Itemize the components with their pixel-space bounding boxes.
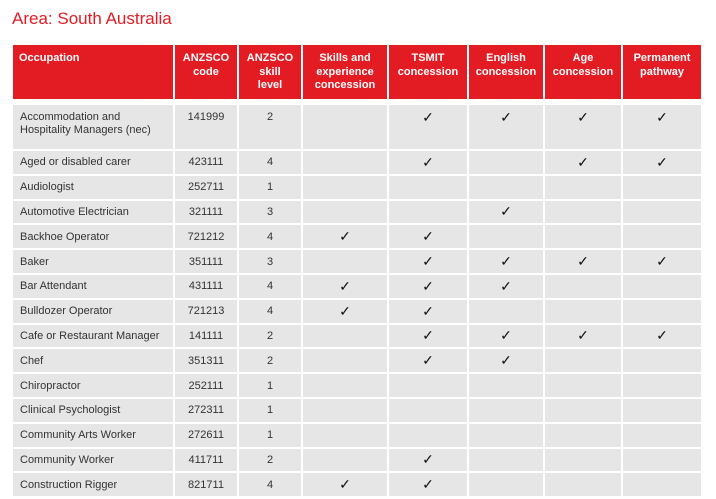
- cell-age-concession: ✓: [545, 325, 621, 348]
- cell-age-concession: [545, 399, 621, 422]
- cell-occupation: Construction Rigger: [13, 473, 173, 496]
- table-row: [13, 473, 701, 496]
- cell-english-concession: [469, 399, 543, 422]
- header-line: concession: [552, 65, 614, 78]
- cell-skills-concession: [303, 399, 387, 422]
- cell-english-concession: [469, 424, 543, 447]
- cell-anzsco-code: 423111: [175, 151, 237, 174]
- cell-permanent-pathway: [623, 349, 701, 372]
- cell-occupation: Automotive Electrician: [13, 201, 173, 224]
- cell-permanent-pathway: [623, 201, 701, 224]
- cell-occupation: Clinical Psychologist: [13, 399, 173, 422]
- cell-english-concession: ✓: [469, 349, 543, 372]
- cell-age-concession: [545, 473, 621, 496]
- cell-anzsco-code: 252111: [175, 374, 237, 397]
- table-row: [13, 325, 701, 348]
- cell-occupation: Aged or disabled carer: [13, 151, 173, 174]
- cell-permanent-pathway: [623, 275, 701, 298]
- header-line: Skills and: [319, 52, 371, 64]
- header-occupation: Occupation: [13, 45, 173, 99]
- cell-anzsco-code: 411711: [175, 449, 237, 472]
- cell-skills-concession: [303, 201, 387, 224]
- cell-anzsco-code: 721212: [175, 225, 237, 248]
- cell-skills-concession: [303, 151, 387, 174]
- table-row: [13, 105, 701, 149]
- cell-permanent-pathway: [623, 473, 701, 496]
- table-row: [13, 275, 701, 298]
- cell-tsmit-concession: ✓: [389, 151, 467, 174]
- cell-anzsco-code: 272611: [175, 424, 237, 447]
- table-row: [13, 176, 701, 199]
- cell-skill-level: 1: [239, 374, 301, 397]
- header-line: concession: [397, 65, 459, 78]
- header-line: ANZSCO: [182, 52, 230, 64]
- cell-skill-level: 4: [239, 300, 301, 323]
- cell-skill-level: 2: [239, 105, 301, 149]
- cell-anzsco-code: 721213: [175, 300, 237, 323]
- cell-tsmit-concession: ✓: [389, 325, 467, 348]
- cell-permanent-pathway: ✓: [623, 325, 701, 348]
- cell-skill-level: 2: [239, 449, 301, 472]
- cell-permanent-pathway: [623, 176, 701, 199]
- cell-english-concession: [469, 374, 543, 397]
- cell-tsmit-concession: [389, 176, 467, 199]
- cell-permanent-pathway: ✓: [623, 151, 701, 174]
- cell-anzsco-code: 252711: [175, 176, 237, 199]
- cell-skills-concession: ✓: [303, 275, 387, 298]
- table-row: [13, 349, 701, 372]
- table-row: [13, 424, 701, 447]
- table-row: [13, 250, 701, 273]
- cell-tsmit-concession: ✓: [389, 473, 467, 496]
- cell-anzsco-code: 141999: [175, 105, 237, 149]
- cell-english-concession: [469, 449, 543, 472]
- cell-english-concession: [469, 300, 543, 323]
- cell-age-concession: ✓: [545, 250, 621, 273]
- cell-skills-concession: ✓: [303, 225, 387, 248]
- header-age: [545, 45, 621, 99]
- header-gap: [13, 101, 701, 103]
- cell-skill-level: 4: [239, 151, 301, 174]
- cell-tsmit-concession: ✓: [389, 250, 467, 273]
- header-line: English: [486, 52, 526, 64]
- cell-occupation: Community Worker: [13, 449, 173, 472]
- header-skills-experience: [303, 45, 387, 99]
- cell-skill-level: 3: [239, 250, 301, 273]
- cell-english-concession: [469, 151, 543, 174]
- cell-skill-level: 4: [239, 473, 301, 496]
- cell-tsmit-concession: [389, 399, 467, 422]
- table-row: [13, 300, 701, 323]
- cell-tsmit-concession: ✓: [389, 300, 467, 323]
- cell-age-concession: ✓: [545, 151, 621, 174]
- header-line: Permanent: [633, 52, 691, 64]
- cell-skills-concession: [303, 325, 387, 348]
- table-row: [13, 374, 701, 397]
- cell-tsmit-concession: ✓: [389, 449, 467, 472]
- table-row: [13, 201, 701, 224]
- cell-skill-level: 1: [239, 424, 301, 447]
- cell-permanent-pathway: ✓: [623, 105, 701, 149]
- cell-skill-level: 3: [239, 201, 301, 224]
- cell-skill-level: 4: [239, 225, 301, 248]
- header-line: concession: [475, 65, 537, 78]
- cell-skill-level: 2: [239, 349, 301, 372]
- cell-age-concession: [545, 374, 621, 397]
- area-title: Area: South Australia: [12, 9, 172, 28]
- cell-age-concession: [545, 176, 621, 199]
- cell-permanent-pathway: [623, 225, 701, 248]
- table-row: [13, 399, 701, 422]
- cell-english-concession: [469, 225, 543, 248]
- cell-permanent-pathway: ✓: [623, 250, 701, 273]
- table-row: [13, 449, 701, 472]
- cell-age-concession: [545, 424, 621, 447]
- header-row: [13, 45, 701, 99]
- header-anzsco-code: [175, 45, 237, 99]
- cell-skills-concession: [303, 374, 387, 397]
- cell-english-concession: ✓: [469, 250, 543, 273]
- cell-age-concession: [545, 349, 621, 372]
- header-tsmit: [389, 45, 467, 99]
- cell-permanent-pathway: [623, 374, 701, 397]
- header-line: skill: [259, 65, 281, 78]
- cell-english-concession: ✓: [469, 105, 543, 149]
- table-row: [13, 151, 701, 174]
- header-anzsco-skill-level: [239, 45, 301, 99]
- cell-skills-concession: [303, 105, 387, 149]
- cell-english-concession: ✓: [469, 325, 543, 348]
- cell-anzsco-code: 141111: [175, 325, 237, 348]
- cell-age-concession: [545, 275, 621, 298]
- header-line: pathway: [639, 65, 684, 78]
- cell-tsmit-concession: ✓: [389, 225, 467, 248]
- cell-occupation: Community Arts Worker: [13, 424, 173, 447]
- header-line: TSMIT: [411, 52, 445, 64]
- cell-tsmit-concession: ✓: [389, 349, 467, 372]
- table-row: [13, 225, 701, 248]
- cell-tsmit-concession: [389, 424, 467, 447]
- cell-occupation: Backhoe Operator: [13, 225, 173, 248]
- cell-age-concession: [545, 449, 621, 472]
- cell-anzsco-code: 431111: [175, 275, 237, 298]
- cell-skill-level: 1: [239, 399, 301, 422]
- cell-anzsco-code: 321111: [175, 201, 237, 224]
- cell-permanent-pathway: [623, 449, 701, 472]
- cell-occupation: Cafe or Restaurant Manager: [13, 325, 173, 348]
- cell-anzsco-code: 272311: [175, 399, 237, 422]
- header-line: code: [193, 65, 219, 78]
- cell-english-concession: ✓: [469, 201, 543, 224]
- cell-skills-concession: [303, 424, 387, 447]
- cell-occupation: Chiropractor: [13, 374, 173, 397]
- cell-skills-concession: [303, 349, 387, 372]
- cell-tsmit-concession: [389, 374, 467, 397]
- cell-anzsco-code: 351311: [175, 349, 237, 372]
- cell-skill-level: 1: [239, 176, 301, 199]
- header-line: experience: [316, 65, 374, 78]
- cell-age-concession: [545, 300, 621, 323]
- header-permanent: [623, 45, 701, 99]
- header-line: Age: [572, 52, 594, 64]
- header-line: level: [257, 79, 283, 91]
- cell-permanent-pathway: [623, 399, 701, 422]
- cell-tsmit-concession: ✓: [389, 275, 467, 298]
- cell-anzsco-code: 351111: [175, 250, 237, 273]
- cell-age-concession: [545, 225, 621, 248]
- header-english: [469, 45, 543, 99]
- cell-english-concession: ✓: [469, 275, 543, 298]
- cell-tsmit-concession: [389, 201, 467, 224]
- occupation-table: [11, 43, 703, 498]
- cell-skill-level: 4: [239, 275, 301, 298]
- cell-skills-concession: ✓: [303, 300, 387, 323]
- cell-occupation: Chef: [13, 349, 173, 372]
- cell-occupation: Accommodation and Hospitality Managers (nec): [13, 105, 173, 149]
- cell-occupation: Baker: [13, 250, 173, 273]
- cell-anzsco-code: 821711: [175, 473, 237, 496]
- cell-english-concession: [469, 473, 543, 496]
- cell-occupation: Audiologist: [13, 176, 173, 199]
- header-line: concession: [314, 79, 376, 91]
- cell-age-concession: ✓: [545, 105, 621, 149]
- gap-cell: [13, 101, 701, 103]
- cell-age-concession: [545, 201, 621, 224]
- cell-occupation: Bulldozer Operator: [13, 300, 173, 323]
- cell-tsmit-concession: ✓: [389, 105, 467, 149]
- cell-skills-concession: ✓: [303, 473, 387, 496]
- cell-skills-concession: [303, 176, 387, 199]
- cell-skills-concession: [303, 449, 387, 472]
- cell-permanent-pathway: [623, 300, 701, 323]
- cell-permanent-pathway: [623, 424, 701, 447]
- cell-english-concession: [469, 176, 543, 199]
- cell-skill-level: 2: [239, 325, 301, 348]
- cell-occupation: Bar Attendant: [13, 275, 173, 298]
- table-body: [13, 105, 701, 496]
- cell-skills-concession: [303, 250, 387, 273]
- header-line: ANZSCO: [246, 52, 294, 64]
